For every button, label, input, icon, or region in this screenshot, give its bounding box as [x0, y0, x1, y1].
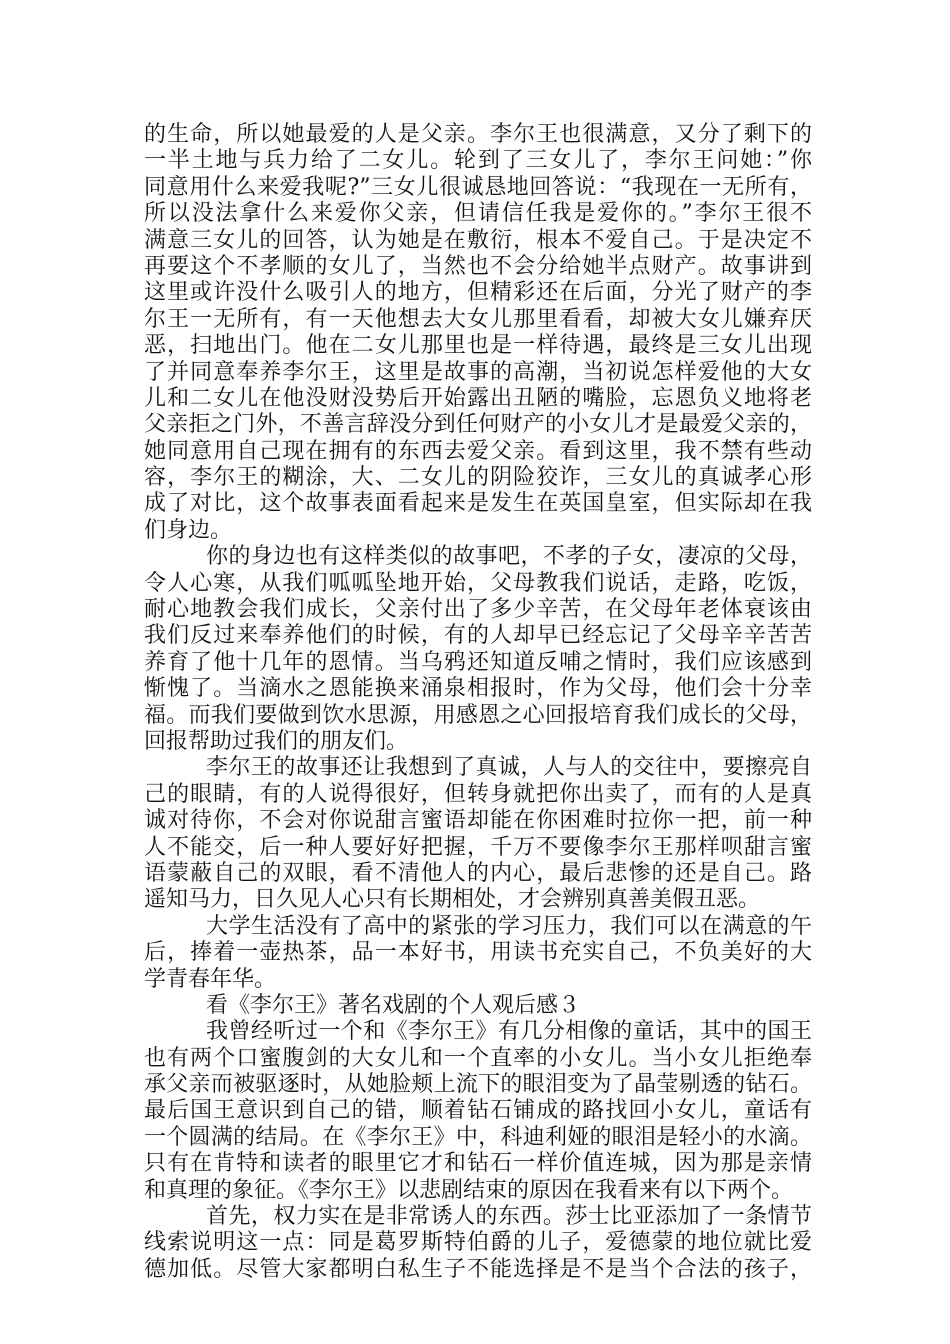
text-line: 了并同意奉养李尔王，这里是故事的高潮，当初说怎样爱他的大女 [144, 359, 812, 385]
text-line: 最后国王意识到自己的错，顺着钻石铺成的路找回小女儿，童话有 [144, 1098, 812, 1124]
text-line: 们身边。 [144, 517, 233, 543]
text-line: 看《李尔王》著名戏剧的个人观后感３ [206, 992, 581, 1018]
text-line: 诚对待你，不会对你说甜言蜜语却能在你困难时拉你一把，前一种 [144, 808, 812, 834]
text-line: 儿和二女儿在他没财没势后开始露出丑陋的嘴脸，忘恩负义地将老 [144, 385, 812, 411]
text-line: 大学生活没有了高中的紧张的学习压力，我们可以在满意的午 [206, 913, 812, 939]
text-line: 令人心寒，从我们呱呱坠地开始，父母教我们说话，走路，吃饭， [144, 570, 812, 596]
text-line: 满意三女儿的回答，认为她是在敷衍，根本不爱自己。于是决定不 [144, 227, 812, 253]
text-line: 承父亲而被驱逐时，从她脸颊上流下的眼泪变为了晶莹剔透的钻石。 [144, 1072, 812, 1098]
text-line: 一半土地与兵力给了二女儿。轮到了三女儿了，李尔王问她：”你 [144, 148, 812, 174]
text-line: 遥知马力，日久见人心只有长期相处，才会辨别真善美假丑恶。 [144, 887, 761, 913]
text-line: 再要这个不孝顺的女儿了，当然也不会分给她半点财产。故事讲到 [144, 253, 812, 279]
text-line: 容，李尔王的糊涂，大、二女儿的阴险狡诈，三女儿的真诚孝心形 [144, 465, 812, 491]
text-line: 耐心地教会我们成长，父亲付出了多少辛苦，在父母年老体衰该由 [144, 597, 812, 623]
text-line: 回报帮助过我们的朋友们。 [144, 728, 409, 754]
text-line: 人不能交，后一种人要好好把握，千万不要像李尔王那样呗甜言蜜 [144, 834, 812, 860]
text-line: 李尔王的故事还让我想到了真诚，人与人的交往中，要擦亮自 [206, 755, 812, 781]
text-line: 所以没法拿什么来爱你父亲，但请信任我是爱你的。”李尔王很不 [144, 201, 812, 227]
text-line: 后，捧着一壶热茶，品一本好书，用读书充实自己，不负美好的大 [144, 940, 812, 966]
text-line: 养育了他十几年的恩情。当乌鸦还知道反哺之情时，我们应该感到 [144, 649, 812, 675]
text-line: 德加低。尽管大家都明白私生子不能选择是不是当个合法的孩子， [144, 1256, 812, 1282]
text-line: 同意用什么来爱我呢?”三女儿很诚恳地回答说：“我现在一无所有， [144, 174, 812, 200]
text-line: 恶，扫地出门。他在二女儿那里也是一样待遇，最终是三女儿出现 [144, 333, 812, 359]
text-line: 线索说明这一点：同是葛罗斯特伯爵的儿子，爱德蒙的地位就比爱 [144, 1230, 812, 1256]
text-line: 我们反过来奉养他们的时候，有的人却早已经忘记了父母辛辛苦苦 [144, 623, 812, 649]
text-line: 惭愧了。当滴水之恩能换来涌泉相报时，作为父母，他们会十分幸 [144, 676, 812, 702]
text-line: 这里或许没什么吸引人的地方，但精彩还在后面，分光了财产的李 [144, 280, 812, 306]
text-line: 成了对比，这个故事表面看起来是发生在英国皇室，但实际却在我 [144, 491, 812, 517]
text-line: 语蒙蔽自己的双眼，看不清他人的内心，最后悲惨的还是自己。路 [144, 860, 812, 886]
document-body [144, 122, 812, 1283]
text-line: 只有在肯特和读者的眼里它才和钻石一样价值连城，因为那是亲情 [144, 1151, 812, 1177]
text-line: 己的眼睛，有的人说得很好，但转身就把你出卖了，而有的人是真 [144, 781, 812, 807]
text-line: 的生命，所以她最爱的人是父亲。李尔王也很满意，又分了剩下的 [144, 122, 812, 147]
text-line: 我曾经听过一个和《李尔王》有几分相像的童话，其中的国王 [206, 1019, 812, 1045]
text-line: 学青春年华。 [144, 966, 277, 992]
text-line: 也有两个口蜜腹剑的大女儿和一个直率的小女儿。当小女儿拒绝奉 [144, 1045, 812, 1071]
text-line: 父亲拒之门外，不善言辞没分到任何财产的小女儿才是最爱父亲的， [144, 412, 812, 438]
text-line: 首先，权力实在是非常诱人的东西。莎士比亚添加了一条情节 [206, 1204, 812, 1230]
text-line: 一个圆满的结局。在《李尔王》中，科迪利娅的眼泪是轻小的水滴。 [144, 1124, 812, 1150]
text-line: 你的身边也有这样类似的故事吧，不孝的子女，凄凉的父母， [206, 544, 812, 570]
text-line: 和真理的象征。《李尔王》以悲剧结束的原因在我看来有以下两个。 [144, 1177, 794, 1203]
text-line: 尔王一无所有，有一天他想去大女儿那里看看，却被大女儿嫌弃厌 [144, 306, 812, 332]
text-line: 福。而我们要做到饮水思源，用感恩之心回报培育我们成长的父母， [144, 702, 812, 728]
text-line: 她同意用自己现在拥有的东西去爱父亲。看到这里，我不禁有些动 [144, 438, 812, 464]
